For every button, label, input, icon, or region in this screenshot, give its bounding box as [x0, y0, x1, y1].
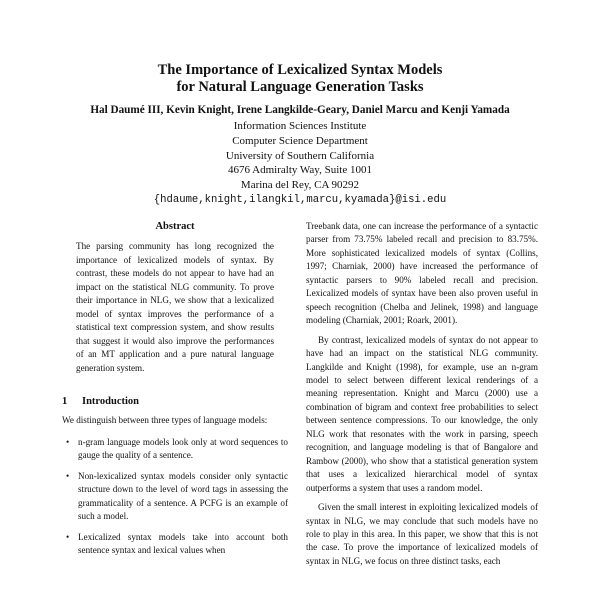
body-paragraph: By contrast, lexicalized models of syntax do not appear to have had an impact on the statistical NLG community. Langkilde and Knight (1998), for example, use an n-gram model to select between different lexical renderings of a meaning representation. Knight and Marcu (2000) use a combination of bigram and context free probabilities to select between sentence compressions. To our knowledge, the only NLG work that resonates with the work in parsing, speech recognition, and language modeling is that of Bangalore and Rambow (2000), who show that a statistical generation system that uses a lexicalized hierarchical model of syntax outperforms a system that uses a random model. — [306, 334, 538, 493]
list-item — [62, 470, 288, 524]
title-line-1: The Importance of Lexicalized Syntax Models — [157, 62, 443, 78]
intro-lead: We distinguish between three types of language models: — [62, 415, 268, 426]
list-item-text: Non-lexicalized syntax models consider only syntactic structure down to the level of word tags in assessing the grammaticality of a sentence. A PCFG is an example of such a model. — [78, 470, 288, 522]
section-title: Introduction — [82, 395, 139, 407]
body-paragraph: Treebank data, one can increase the performance of a syntactic parser from 73.75% labeled recall and precision to 83.75%. More sophisticated lexicalized models of syntax (Collins, 1997; Charniak, 2000) have increased the performance of syntactic parsers to 90% labeled recall and precision. Lexicalized models of syntax have been also proven useful in speech recognition (Chelba and Jelinek, 1998) and language modeling (Charniak, 2001; Roark, 2001). — [306, 221, 538, 326]
list-item-text: Lexicalized syntax models take into account both sentence syntax and lexical values when — [78, 531, 288, 556]
affiliation-line: University of Southern California — [225, 149, 375, 162]
body-paragraph: Given the small interest in exploiting lexicalized models of syntax in NLG, we may conclude that such models have no role to play in this area. In this paper, we show that this is not the case. To prove the importance of lexicalized models of syntax in NLG, we focus on three distinct tasks, each — [306, 502, 538, 566]
language-model-list — [62, 436, 288, 558]
affiliation-line: 4676 Admiralty Way, Suite 1001 — [228, 164, 372, 177]
left-column — [62, 220, 288, 565]
section-heading — [62, 395, 288, 408]
bullet-icon: • — [66, 470, 70, 481]
affiliation-block — [0, 119, 600, 208]
affiliation-line: Marina del Rey, CA 90292 — [240, 179, 360, 192]
email-list: {hdaume,knight,ilangkil,marcu,kyamada}@isi.edu — [153, 193, 447, 206]
abstract-heading: Abstract — [155, 221, 195, 232]
list-item — [62, 531, 288, 558]
list-item — [62, 436, 288, 463]
section-number: 1 — [62, 395, 68, 407]
title-line-2: for Natural Language Generation Tasks — [176, 79, 424, 95]
affiliation-line: Information Sciences Institute — [233, 120, 367, 132]
list-item-text: n-gram language models look only at word sequences to gauge the quality of a sentence. — [78, 436, 288, 461]
affiliation-line: Computer Science Department — [232, 134, 368, 147]
authors: Hal Daumé III, Kevin Knight, Irene Langkilde-Geary, Daniel Marcu and Kenji Yamada — [90, 104, 510, 116]
bullet-icon: • — [66, 531, 70, 542]
paper-title — [0, 62, 600, 96]
abstract-text: The parsing community has long recognized the importance of lexicalized models of syntax. By contrast, these models do not appear to have had an impact on the statistical NLG community. To prove their importance in NLG, we show that a lexicalized model of syntax improves the performance of a statistical text compression system, and show results that suggest it would also improve the performances of an MT application and a pure natural language generation system. — [76, 241, 274, 373]
right-column — [306, 220, 538, 574]
bullet-icon: • — [66, 436, 70, 447]
